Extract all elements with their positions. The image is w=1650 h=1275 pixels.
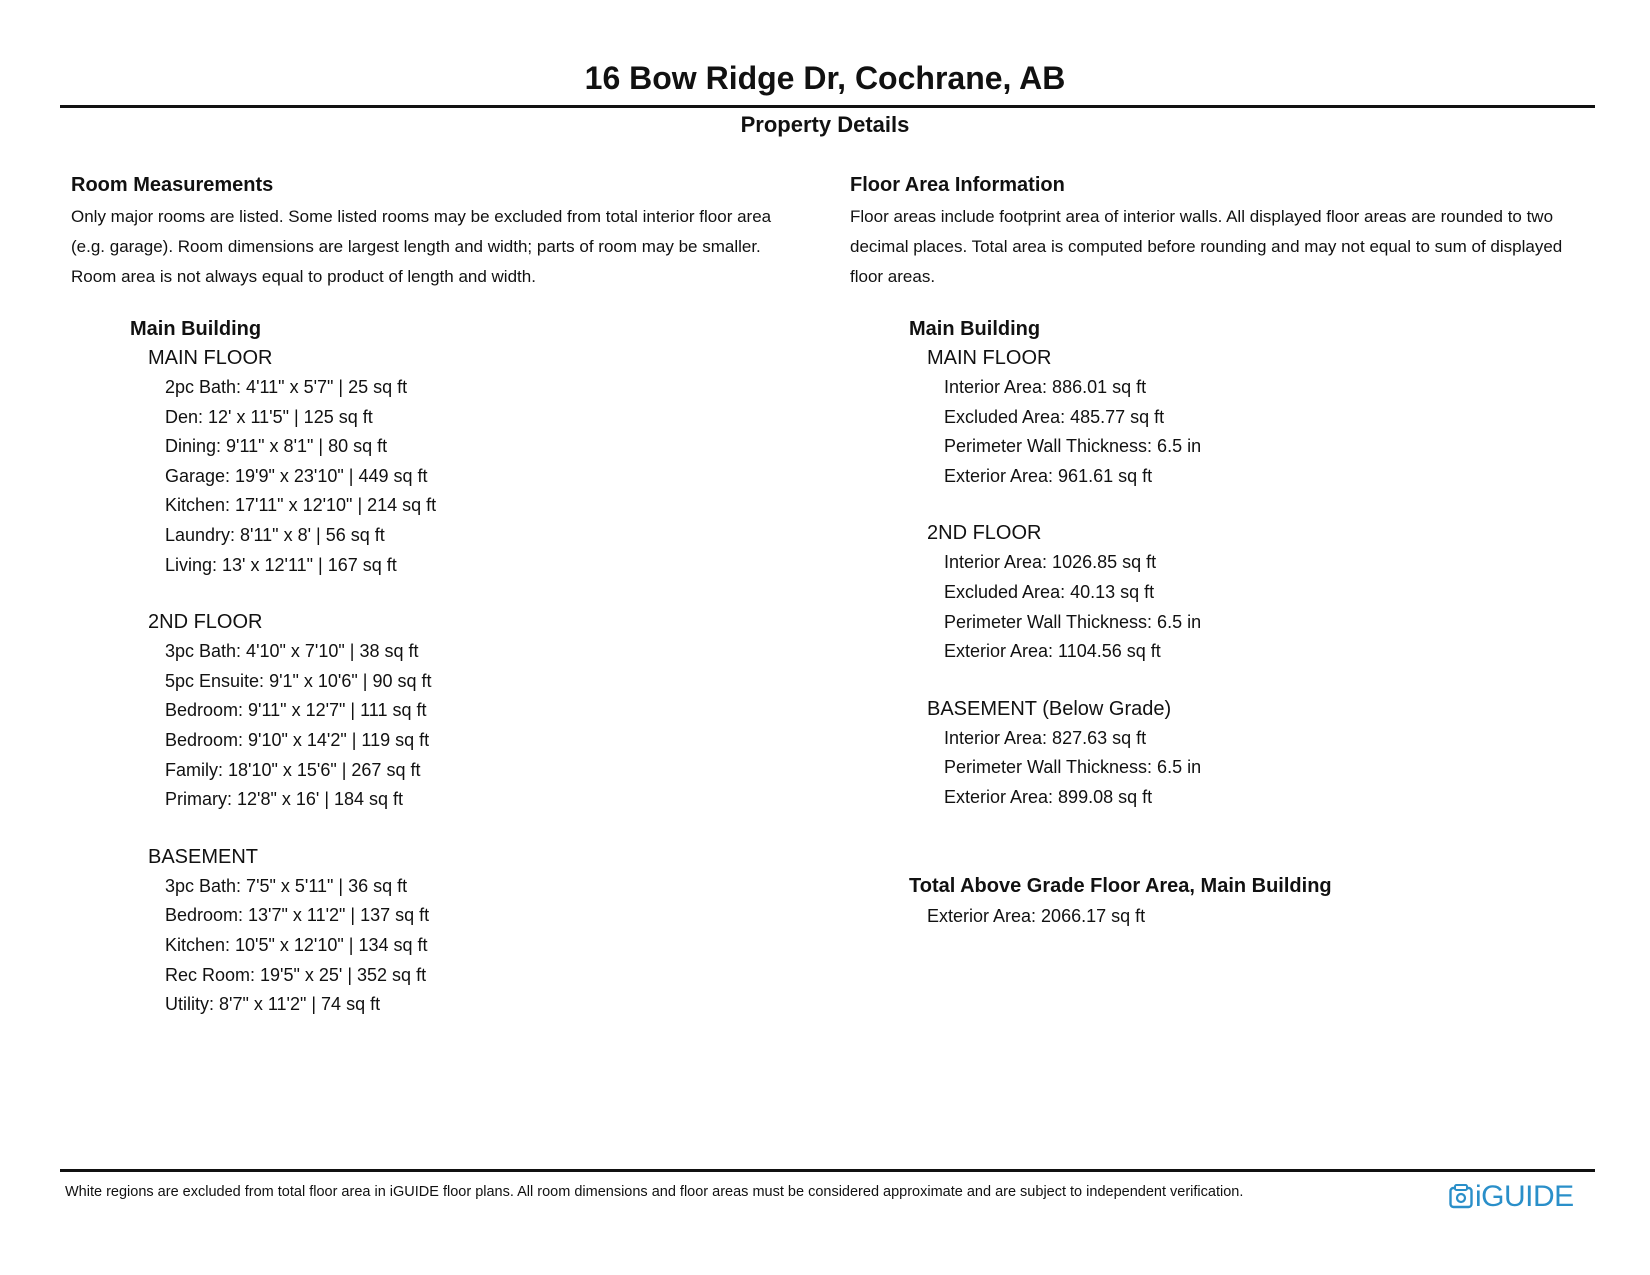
room-entry: 5pc Ensuite: 9'1" x 10'6" | 90 sq ft	[165, 670, 432, 691]
room-entry: Garage: 19'9" x 23'10" | 449 sq ft	[165, 465, 428, 486]
area-entry: Excluded Area: 40.13 sq ft	[944, 581, 1155, 602]
floor-label: BASEMENT (Below Grade)	[927, 697, 1172, 720]
area-block-basement	[927, 695, 1610, 813]
floor-area-description	[850, 202, 1610, 292]
page-title: 16 Bow Ridge Dr, Cochrane, AB	[584, 60, 1066, 96]
room-measurements-heading: Room Measurements	[71, 174, 274, 196]
room-entry: Living: 13' x 12'11" | 167 sq ft	[165, 554, 397, 575]
area-entry: Interior Area: 827.63 sq ft	[944, 727, 1147, 748]
floor-area-section	[850, 172, 1610, 931]
description-line: decimal places. Total area is computed before rounding and may not equal to sum of displayed	[850, 237, 1563, 256]
room-entry: 2pc Bath: 4'11" x 5'7" | 25 sq ft	[165, 377, 408, 397]
room-entry: 3pc Bath: 4'10" x 7'10" | 38 sq ft	[165, 641, 419, 662]
floor-label: BASEMENT	[148, 845, 259, 868]
room-entry: Utility: 8'7" x 11'2" | 74 sq ft	[165, 994, 381, 1015]
page-subtitle: Property Details	[740, 112, 910, 137]
room-measurements-section	[71, 172, 821, 1020]
description-line: (e.g. garage). Room dimensions are largest length and width; parts of room may be smaller.	[71, 237, 761, 256]
room-entry: Bedroom: 9'11" x 12'7" | 111 sq ft	[165, 700, 427, 721]
floor-label: MAIN FLOOR	[927, 347, 1052, 369]
floor-label: MAIN FLOOR	[148, 347, 273, 369]
floor-label: 2ND FLOOR	[927, 522, 1042, 545]
iguide-logo-icon	[1449, 1184, 1473, 1210]
room-entry: Primary: 12'8" x 16' | 184 sq ft	[165, 789, 404, 810]
floor-area-heading: Floor Area Information	[850, 174, 1065, 196]
room-entry: 3pc Bath: 7'5" x 5'11" | 36 sq ft	[165, 875, 408, 896]
floor-block-main	[148, 344, 821, 580]
floor-label: 2ND FLOOR	[148, 611, 263, 634]
total-area-heading: Total Above Grade Floor Area, Main Building	[909, 874, 1332, 897]
description-line: Floor areas include footprint area of interior walls. All displayed floor areas are rounded to two	[850, 207, 1554, 226]
title-divider	[60, 105, 1595, 108]
room-entry: Family: 18'10" x 15'6" | 267 sq ft	[165, 759, 421, 780]
logo-text: iGUIDE	[1475, 1180, 1574, 1213]
area-entry: Exterior Area: 961.61 sq ft	[944, 465, 1153, 486]
area-entry: Exterior Area: 899.08 sq ft	[944, 786, 1153, 807]
room-entry: Laundry: 8'11" x 8' | 56 sq ft	[165, 524, 385, 545]
floor-block-basement	[148, 843, 821, 1020]
room-entry: Bedroom: 13'7" x 11'2" | 137 sq ft	[165, 905, 430, 926]
room-entry: Kitchen: 10'5" x 12'10" | 134 sq ft	[165, 934, 428, 955]
area-building-group	[909, 314, 1610, 931]
area-block-2nd	[927, 519, 1610, 666]
footer-disclaimer: White regions are excluded from total floor area in iGUIDE floor plans. All room dimensions and floor areas must be considered approximate and are subject to independent verification.	[65, 1184, 1244, 1200]
area-entry: Perimeter Wall Thickness: 6.5 in	[944, 757, 1202, 778]
room-entry: Bedroom: 9'10" x 14'2" | 119 sq ft	[165, 729, 430, 750]
area-entry: Exterior Area: 1104.56 sq ft	[944, 641, 1161, 662]
room-entry: Dining: 9'11" x 8'1" | 80 sq ft	[165, 436, 388, 457]
description-line: Only major rooms are listed. Some listed rooms may be excluded from total interior floor area	[71, 207, 772, 226]
footer-divider	[60, 1169, 1595, 1172]
description-line: floor areas.	[850, 267, 936, 286]
building-label: Main Building	[909, 318, 1041, 340]
area-block-main	[927, 344, 1610, 491]
iguide-logo	[1449, 1180, 1574, 1214]
description-line: Room area is not always equal to product of length and width.	[71, 267, 536, 286]
area-entry: Interior Area: 886.01 sq ft	[944, 377, 1147, 397]
total-area-value: Exterior Area: 2066.17 sq ft	[927, 905, 1146, 926]
area-entry: Perimeter Wall Thickness: 6.5 in	[944, 436, 1202, 457]
room-building-group	[130, 314, 821, 1020]
room-entry: Den: 12' x 11'5" | 125 sq ft	[165, 406, 373, 427]
area-entry: Perimeter Wall Thickness: 6.5 in	[944, 611, 1202, 632]
area-entry: Interior Area: 1026.85 sq ft	[944, 552, 1157, 573]
room-measurements-description	[71, 202, 821, 292]
floor-block-2nd	[148, 608, 821, 815]
room-entry: Kitchen: 17'11" x 12'10" | 214 sq ft	[165, 495, 437, 516]
area-entry: Excluded Area: 485.77 sq ft	[944, 406, 1165, 427]
building-label: Main Building	[130, 318, 262, 340]
room-entry: Rec Room: 19'5" x 25' | 352 sq ft	[165, 964, 427, 985]
